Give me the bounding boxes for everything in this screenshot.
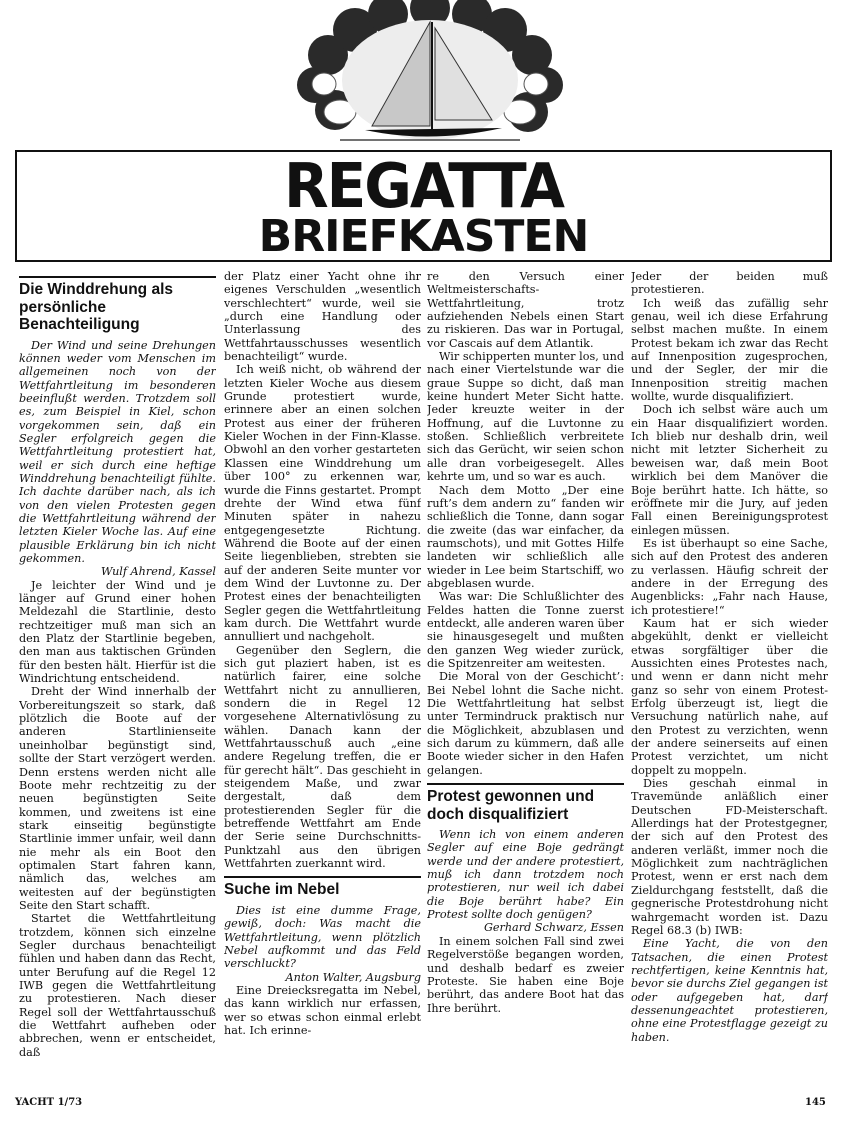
- paragraph: Nach dem Motto „Der eine ruft’s dem andern zu“ fanden wir schließlich die Tonne, dann sogar die zweite (das war einfacher, da raumschots), und mit Gottes Hilfe landeten wir schließlich alle wieder in Lee beim Startschiff, wo abgeblasen wurde.: [427, 483, 624, 590]
- reader-letter: Der Wind und seine Drehungen können weder vom Menschen im allgemeinen noch von der Wettfahrtleitung im besonderen beeinflußt werden. Trotzdem soll es, zum Beispiel in Kiel, schon vorgekommen sein, daß ein Segler erfolgreich gegen die Wettfahrtleitung protestiert hat, weil er sich durch eine heftige Winddrehung benachteiligt fühlte. Ich dachte darüber nach, als ich von den vielen Protesten gegen die Wettfahrtleitung während der letzten Kieler Woche las. Auf eine plausible Erklärung bin ich nicht gekommen.: [19, 338, 216, 565]
- letter-signature: Gerhard Schwarz, Essen: [483, 921, 624, 935]
- column-4: [631, 270, 828, 1092]
- letter-signature: Wulf Ahrend, Kassel: [101, 565, 216, 579]
- paragraph: Kaum hat er sich wieder abgekühlt, denkt er vielleicht etwas sorgfältiger über die Aussichten eines Protestes nach, und wenn er dann nicht mehr ganz so sehr von einem Protest-Erfolg überzeugt ist, liegt die Versuchung natürlich nahe, auf den Protest zu verzichten, wenn der andere seinerseits auf einen Protest verzichtet, um nicht doppelt zu moppeln.: [631, 616, 828, 777]
- paragraph: Je leichter der Wind und je länger auf Grund einer hohen Meldezahl die Startlinie, desto rechtzeitiger muß man sich an den Platz der Startlinie begeben, den man aus taktischen Gründen für den besten hält. Hierfür ist die Windrichtung entscheidend.: [19, 578, 216, 686]
- letter-signature: Anton Walter, Augsburg: [285, 970, 421, 984]
- paragraph: Dies geschah einmal in Travemünde anläßlich einer Deutschen FD-Meisterschaft. Allerdings hat der Protestgegner, der sich auf den Protest des anderen verläßt, immer noch die Möglichkeit zum nachträglichen Protest, wenn er erst nach dem Zieldurchgang feststellt, daß die gegnerische Protestdrohung nicht wahrgemacht worden ist. Dazu Regel 68.3 (b) IWB:: [631, 777, 828, 937]
- paragraph: Die Moral von der Geschicht’: Bei Nebel lohnt die Sache nicht. Die Wettfahrtleitung hat selbst unter Termindruck praktisch nur die Möglichkeit, abzublasen und sich darum zu kümmern, daß alle Boote wieder sicher in den Hafen gelangen.: [427, 670, 624, 777]
- reader-letter: Wenn ich von einem anderen Segler auf eine Boje gedrängt werde und der andere protestiert, muß ich dann trotzdem noch protestieren, nur weil ich dabei die Boje berührt habe? Ein Protest sollte doch genügen?: [427, 828, 624, 922]
- paragraph: Gegenüber den Seglern, die sich gut plaziert haben, ist es natürlich fairer, eine solche Wettfahrt nicht zu annullieren, sondern die in Regel 12 vorgesehene Alternativlösung zu wählen. Danach kann der Wettfahrtausschuß auch „eine andere Regelung treffen, die er für gerecht hält“. Das geschieht in steigendem Maße, und zwar dergestalt, daß dem protestierenden Segler für die betreffende Wettfahrt am Ende der Serie seine Durchschnitts-Punktzahl aus den übrigen Wettfahrten zuerkannt wird.: [224, 643, 421, 871]
- footer-page-number: 145: [805, 1097, 826, 1108]
- sailboat-illustration: [280, 0, 580, 150]
- column-1: [19, 270, 216, 1092]
- rule-quote: Eine Yacht, die von den Tatsachen, die einen Protest rechtfertigen, keine Kenntnis hat, bevor sie durchs Ziel gegangen ist oder aufgegeben hat, darf dessenungeachtet protestieren, ohne eine Protestflagge gezeigt zu haben.: [631, 937, 828, 1044]
- paragraph: Doch ich selbst wäre auch um ein Haar disqualifiziert worden. Ich blieb nur deshalb drin, weil nicht mit letzter Sicherheit zu beweisen war, daß mein Boot wirklich bei dem Manöver die Boje berührt hatte. Ich hätte, so eröffnete mir die Jury, auf jeden Fall einen Bereinigungsprotest einlegen müssen.: [631, 403, 828, 537]
- paragraph: Jeder der beiden muß protestieren.: [631, 270, 828, 297]
- paragraph: Dreht der Wind innerhalb der Vorbereitungszeit so stark, daß plötzlich die Boote auf der anderen Startlinienseite uneinholbar begünstigt sind, sollte der Start verzögert werden. Denn erstens werden nicht alle Boote mehr rechtzeitig zu der neuen begünstigten Seite kommen, und zweitens ist eine stark einseitig begünstigte Startlinie immer unfair, weil dann nie mehr als ein Boot den optimalen Start fahren kann, nämlich das, welches am weitesten auf der begünstigten Seite den Start schafft.: [19, 685, 216, 912]
- masthead-title-line1: REGATTA: [283, 149, 564, 223]
- article-heading: Suche im Nebel: [224, 876, 421, 899]
- masthead-box: [15, 150, 832, 262]
- paragraph: Was war: Die Schlußlichter des Feldes hatten die Tonne zuerst entdeckt, alle anderen waren über sie hinausgesegelt und mußten den ganzen Weg wieder zurück, die Spitzenreiter am weitesten.: [427, 590, 624, 670]
- article-heading: Protest gewonnen und doch disqualifiziert: [427, 783, 624, 823]
- footer-magazine-issue: YACHT 1/73: [15, 1097, 83, 1108]
- paragraph: Wir schipperten munter los, und nach einer Viertelstunde war die graue Suppe so dicht, daß man keine hundert Meter Sicht hatte. Jeder kreuzte weiter in der Hoffnung, auf die Luvtonne zu stoßen. Schließlich verbreitete sich das Gerücht, wir seien schon alle dran vorbeigesegelt. Alles kehrte um, und so war es auch.: [427, 350, 624, 484]
- masthead-title-line2: BRIEFKASTEN: [258, 211, 589, 262]
- paragraph: Ich weiß nicht, ob während der letzten Kieler Woche aus diesem Grunde protestiert wurde, erinnere aber an einen solchen Protest aus einer der früheren Kieler Wochen in der Finn-Klasse. Obwohl an den vorher gestarteten Klassen eine Winddrehung um über 100° zu erkennen war, wurde die Finns gestartet. Prompt drehte der Wind etwa fünf Minuten später in nahezu entgegengesetzte Richtung. Während die Boote auf der einen Seite liegenblieben, strebten sie auf der anderen Seite munter vor dem Wind der Luvtonne zu. Der Protest eines der benachteiligten Segler gegen die Wettfahrtleitung kam durch. Die Wettfahrt wurde annulliert und nachgeholt.: [224, 363, 421, 644]
- paragraph: Eine Dreiecksregatta im Nebel, das kann wirklich nur erfassen, wer so etwas schon einmal erlebt hat. Ich erinne-: [224, 984, 421, 1038]
- paragraph: Startet die Wettfahrtleitung trotzdem, können sich einzelne Segler durchaus benachteiligt fühlen und haben dann das Recht, unter Berufung auf die Regel 12 IWB gegen die Wettfahrtleitung zu protestieren. Nach dieser Regel soll der Wettfahrtausschuß die Wettfahrt aufheben oder abbrechen, wenn er entscheidet, daß: [19, 912, 216, 1059]
- paragraph: In einem solchen Fall sind zwei Regelverstöße begangen worden, und deshalb bedarf es zweier Proteste. Sie haben eine Boje berührt, das andere Boot hat das Ihre berührt.: [427, 934, 624, 1015]
- article-heading: Die Winddrehung als persönliche Benachteiligung: [19, 276, 216, 334]
- reader-letter: Dies ist eine dumme Frage, gewiß, doch: Was macht die Wettfahrtleitung, wenn plötzlich Nebel aufkommt und das Feld verschluckt?: [224, 903, 421, 971]
- column-2: [224, 270, 421, 1092]
- column-3: [427, 270, 624, 1092]
- paragraph: Es ist überhaupt so eine Sache, sich auf den Protest des anderen zu verlassen. Häufig schreit der andere in der Erregung des Augenblicks: „Fahr nach Hause, ich protestiere!“: [631, 536, 828, 617]
- paragraph: der Platz einer Yacht ohne ihr eigenes Verschulden „wesentlich verschlechtert“ wurde, weil sie „durch eine Handlung oder Unterlassung des Wettfahrtausschusses wesentlich benachteiligt“ wurde.: [224, 270, 421, 364]
- paragraph: Ich weiß das zufällig sehr genau, weil ich diese Erfahrung selbst machen mußte. In einem Protest bekam ich zwar das Recht auf Innenposition zugesprochen, und der Segler, der mir die Innenposition streitig machen wollte, wurde disqualifiziert.: [631, 296, 828, 404]
- paragraph: re den Versuch einer Weltmeisterschafts-Wettfahrtleitung, trotz aufziehenden Nebels einen Start zu riskieren. Das war in Portugal, vor Cascais auf dem Atlantik.: [427, 270, 624, 350]
